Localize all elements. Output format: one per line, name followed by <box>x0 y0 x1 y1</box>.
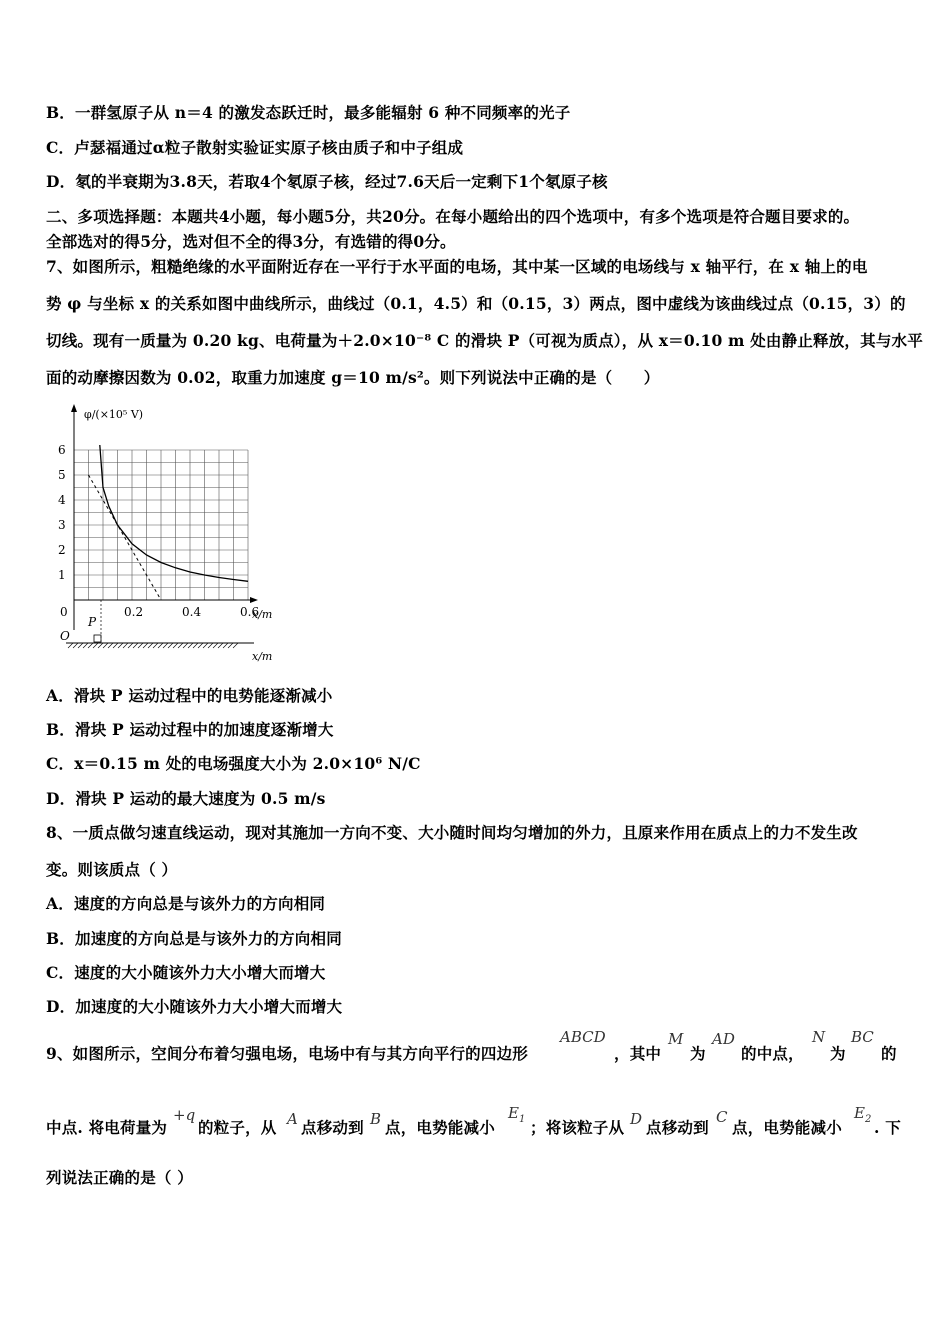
q9-text-14: . 下 <box>874 1118 901 1137</box>
q9-sym-a: A <box>287 1110 298 1128</box>
hatch-line <box>233 643 238 648</box>
hatch-line <box>173 643 178 648</box>
hatch-line <box>118 643 123 648</box>
q8-option-b: B．加速度的方向总是与该外力的方向相同 <box>46 929 342 948</box>
q9-text-9: 点移动到 <box>301 1118 364 1137</box>
hatch-line <box>148 643 153 648</box>
q7-stem-line3: 切线。现有一质量为 0.20 kg、电荷量为＋2.0×10⁻⁸ C 的滑块 P（可视为质点），从 x＝0.10 m 处由静止释放，其与水平 <box>46 331 923 350</box>
q7-option-d: D．滑块 P 运动的最大速度为 0.5 m/s <box>46 789 326 808</box>
ground-hatching <box>68 643 238 648</box>
hatch-line <box>93 643 98 648</box>
q9-text-12: 点移动到 <box>646 1118 709 1137</box>
q8-option-c: C．速度的大小随该外力大小增大而增大 <box>46 963 326 982</box>
hatch-line <box>158 643 163 648</box>
x-axis-arrow <box>250 597 258 603</box>
q9-sym-c: C <box>716 1108 728 1126</box>
hatch-line <box>218 643 223 648</box>
q9-text-6: 的 <box>881 1044 897 1063</box>
option-b-prev: B．一群氢原子从 n＝4 的激发态跃迁时，最多能辐射 6 种不同频率的光子 <box>46 103 571 122</box>
section-heading-line1: 二、多项选择题：本题共4小题，每小题5分，共20分。在每小题给出的四个选项中，有多个选项是符合题目要求的。 <box>46 207 860 226</box>
q9-sym-abcd: ABCD <box>560 1028 606 1046</box>
hatch-line <box>208 643 213 648</box>
hatch-line <box>198 643 203 648</box>
q9-sym-bc: BC <box>851 1028 874 1046</box>
hatch-line <box>183 643 188 648</box>
hatch-line <box>188 643 193 648</box>
hatch-line <box>68 643 73 648</box>
q7-option-a: A．滑块 P 运动过程中的电势能逐渐减小 <box>46 686 333 705</box>
y-axis-label: φ/(×10⁵ V) <box>84 408 144 421</box>
q9-text-2: ，其中 <box>614 1044 662 1063</box>
q7-stem-line4: 面的动摩擦因数为 0.02，取重力加速度 g＝10 m/s²。则下列说法中正确的是（ ） <box>46 368 660 387</box>
y-tick-label: 2 <box>58 543 66 557</box>
lower-x-axis-label: x/m <box>252 650 273 663</box>
hatch-line <box>88 643 93 648</box>
y-tick-label: 4 <box>58 493 66 507</box>
hatch-line <box>143 643 148 648</box>
option-d-prev: D．氡的半衰期为3.8天，若取4个氡原子核，经过7.6天后一定剩下1个氡原子核 <box>46 172 608 191</box>
q7-option-c: C．x＝0.15 m 处的电场强度大小为 2.0×10⁶ N/C <box>46 754 421 773</box>
hatch-line <box>163 643 168 648</box>
hatch-line <box>168 643 173 648</box>
x-tick-label: 0.2 <box>124 605 144 619</box>
hatch-line <box>128 643 133 648</box>
q7-stem-line1: 7、如图所示，粗糙绝缘的水平面附近存在一平行于水平面的电场，其中某一区域的电场线与 x 轴平行，在 x 轴上的电 <box>46 257 868 276</box>
hatch-line <box>123 643 128 648</box>
x-tick-label: 0.6 <box>240 605 260 619</box>
x-tick-label: 0.4 <box>182 605 202 619</box>
q8-stem-line2: 变。则该质点（ ） <box>46 860 178 879</box>
q7-stem-line2: 势 φ 与坐标 x 的关系如图中曲线所示，曲线过（0.1，4.5）和（0.15，3）两点，图中虚线为该曲线过点（0.15，3）的 <box>46 294 906 313</box>
q9-text-13: 点，电势能减小 <box>732 1118 842 1137</box>
slider-block <box>94 635 101 642</box>
q9-sym-m: M <box>668 1030 684 1048</box>
hatch-line <box>153 643 158 648</box>
hatch-line <box>78 643 83 648</box>
q9-text-7: 中点. 将电荷量为 <box>46 1118 168 1137</box>
q9-text-1: 9、如图所示，空间分布着匀强电场，电场中有与其方向平行的四边形 <box>46 1044 528 1063</box>
q8-option-d: D．加速度的大小随该外力大小增大而增大 <box>46 997 343 1016</box>
hatch-line <box>98 643 103 648</box>
q9-sym-e2: $E_2$ <box>854 1104 872 1125</box>
q7-option-b: B．滑块 P 运动过程中的加速度逐渐增大 <box>46 720 334 739</box>
q9-sym-ad: AD <box>712 1030 735 1048</box>
hatch-line <box>83 643 88 648</box>
q9-text-5: 为 <box>830 1044 846 1063</box>
hatch-line <box>178 643 183 648</box>
option-c-prev: C．卢瑟福通过α粒子散射实验证实原子核由质子和中子组成 <box>46 138 464 157</box>
hatch-line <box>73 643 78 648</box>
origin-label: O <box>60 629 70 643</box>
q9-sym-n: N <box>812 1028 826 1046</box>
q9-sym-q: +q <box>173 1106 196 1124</box>
y-tick-label: 5 <box>58 468 66 482</box>
hatch-line <box>103 643 108 648</box>
q9-text-3: 为 <box>690 1044 706 1063</box>
section-heading-line2: 全部选对的得5分，选对但不全的得3分，有选错的得0分。 <box>46 232 456 251</box>
q9-sym-b: B <box>370 1110 382 1128</box>
y-tick-label: 3 <box>58 518 66 532</box>
y-tick-label: 1 <box>58 568 66 582</box>
q8-stem-line1: 8、一质点做匀速直线运动，现对其施加一方向不变、大小随时间均匀增加的外力，且原来作用在质点上的力不发生改 <box>46 823 858 842</box>
hatch-line <box>193 643 198 648</box>
slider-label: P <box>88 615 97 629</box>
hatch-line <box>213 643 218 648</box>
hatch-line <box>113 643 118 648</box>
q9-text-10: 点，电势能减小 <box>385 1118 495 1137</box>
hatch-line <box>203 643 208 648</box>
q9-text-11: ；将该粒子从 <box>530 1118 625 1137</box>
hatch-line <box>223 643 228 648</box>
q9-sym-e1: $E_1$ <box>508 1104 526 1125</box>
q9-text-8: 的粒子，从 <box>198 1118 277 1137</box>
q9-text-4: 的中点， <box>741 1044 804 1063</box>
q8-option-a: A．速度的方向总是与该外力的方向相同 <box>46 894 326 913</box>
x-axis-label: x/m <box>252 608 273 621</box>
hatch-line <box>108 643 113 648</box>
hatch-line <box>133 643 138 648</box>
hatch-line <box>228 643 233 648</box>
q9-sym-d: D <box>630 1110 643 1128</box>
x-tick-label: 0 <box>60 605 68 619</box>
y-axis-arrow <box>71 404 77 412</box>
potential-graph <box>50 400 290 670</box>
y-tick-label: 6 <box>58 443 66 457</box>
q9-text-last: 列说法正确的是（ ） <box>46 1168 193 1187</box>
potential-curve <box>100 445 248 581</box>
hatch-line <box>138 643 143 648</box>
